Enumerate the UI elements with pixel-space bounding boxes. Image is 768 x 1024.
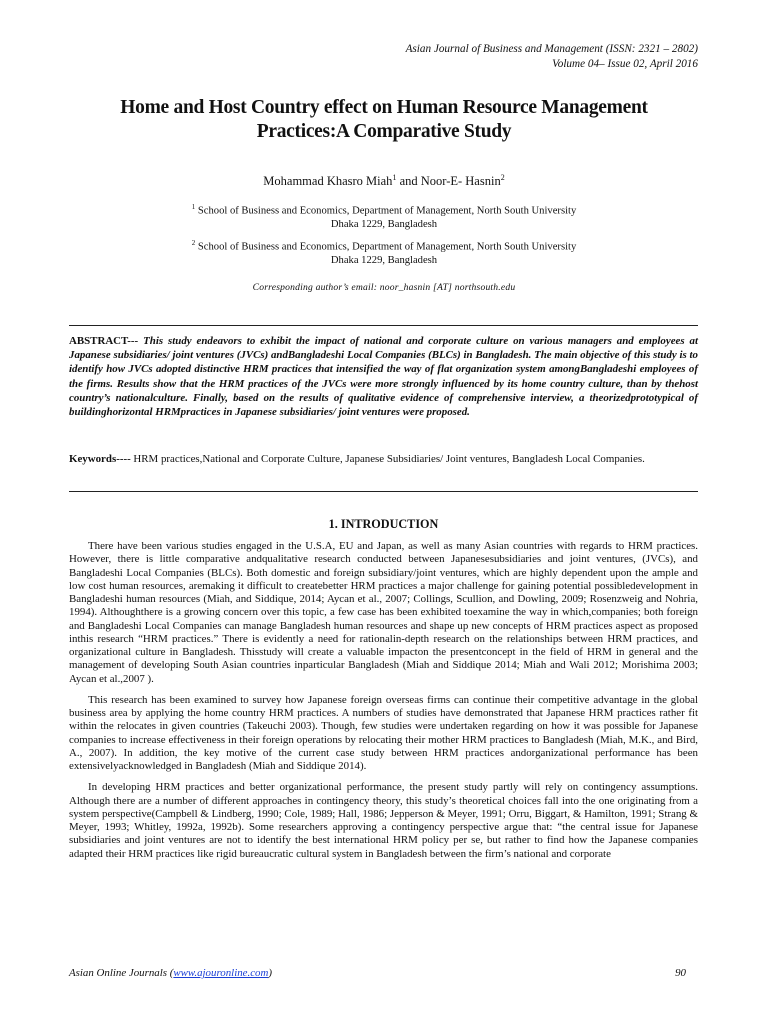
page-number: 90 <box>675 967 686 979</box>
affiliation-2-line-1: School of Business and Economics, Department of Management, North South University <box>195 241 577 253</box>
author-1: Mohammad Khasro Miah <box>263 174 393 189</box>
footer-journal: Asian Online Journals ( <box>69 967 174 979</box>
author-1-affil-mark: 1 <box>392 173 397 182</box>
paragraph-2: This research has been examined to survey how Japanese foreign overseas firms can continue their competitive advantage in the global business area by applying the home country HRM practices. A numbers of studies have demonstrated that Japanese HRM practices rather fit within the relocates in given countries (Takeuchi 2003). Though, few studies were undertaken regarding on how it was possible for Japanese companies to increase effectiveness in their foreign operations by relocating their mother HRM practices to Bangladesh (Miah, M.K., and Bird, A., 2007). In addition, the key motive of the current case study between HRM practices andorganizational performance has been extensivelyacknowledged in Bangladesh (Miah and Siddique 2014). <box>69 693 698 772</box>
paper-title <box>60 96 708 144</box>
journal-name: Asian Journal of Business and Management (ISSN: 2321 – 2802) <box>405 43 698 55</box>
paragraph-1: There have been various studies engaged in the U.S.A, EU and Japan, as well as many Asian countries with regards to HRM practices. However, there is little comparative andqualitative research conducted between Japanesesubsidiaries and joint ventures, (JVCs), and Bangladeshi Local Companies (BLCs). Both domestic and foreign subsidiary/joint ventures, which are highly dependent upon the ample and low cost human resources, aremaking it difficult to createbetter HRM practices a major challenge for gaining potential possibledevelopment in Bangladeshi human resources (Miah, and Siddique, 2014; Aycan et al., 2007; Collings, Scullion, and Dowling, 2009; Rosenzweig and Nohria, 1994). Althoughthere is a growing concern over this topic, a few case has been exhibited toexamine the way in which,companies; both foreign and Bangladeshi Local Companies can manage Bangladesh human resources and shape up new concepts of HRM practices aspect as proposed inthis research “HRM practices.” There is evidently a need for rationalin-depth research on the relationships between HRM practices, and organizational culture in Bangladesh. Thisstudy will create a valuable impacton the presentconcept in the field of HRM in general and the management of developing South Asian countries inparticular Bangladesh (Miah and Siddique 2014; Miah and Wali 2012; Morishima 2003; Aycan et al.,2007 ). <box>69 540 698 685</box>
footer-close-paren: ) <box>268 967 273 979</box>
affiliation-2-mark: 2 <box>191 239 196 247</box>
journal-issue: Volume 04– Issue 02, April 2016 <box>552 58 698 70</box>
abstract-text: This study endeavors to exhibit the impact of national and corporate culture on various managers and employees at Japanese subsidiaries/ joint ventures (JVCs) andBangladeshi Local Companies (BLCs) in Bangladesh. The main objective of this study is to identify how JVCs adopted distinctive HRM practices that intensified the way of flat organization system amongBangladeshi employees of the firms. Results show that the HRM practices of the JVCs were more strongly influenced by its home country culture, than by thehost country’s nationalculture. Finally, based on the results of qualitative evidence of comprehensive interview, a theorizedprototypical of buildinghorizontal HRMpractices in Japanese subsidiaries/ joint ventures were proposed. <box>69 335 698 419</box>
title-line-1: Home and Host Country effect on Human Resource Management <box>120 97 648 118</box>
author-2: Noor-E- Hasnin <box>420 174 501 189</box>
affiliation-2-line-2: Dhaka 1229, Bangladesh <box>330 255 438 267</box>
abstract-label: ABSTRACT--- <box>69 335 139 347</box>
affiliation-1-line-2: Dhaka 1229, Bangladesh <box>330 219 438 231</box>
title-line-2: Practices:A Comparative Study <box>256 121 512 142</box>
divider-bottom <box>69 491 698 492</box>
introduction-body <box>69 540 698 869</box>
corresponding-author-email: Corresponding author’s email: noor_hasnin [AT] northsouth.edu <box>252 282 516 293</box>
footer-website-link[interactable]: www.ajouronline.com <box>173 967 269 979</box>
author-2-affil-mark: 2 <box>500 173 505 182</box>
keywords-text: HRM practices,National and Corporate Culture, Japanese Subsidiaries/ Joint ventures, Bangladesh Local Companies. <box>130 453 645 465</box>
paragraph-3: In developing HRM practices and better organizational performance, the present study partly will rely on contingency assumptions. Although there are a number of different approaches in contingency theory, this study’s theoretical choices fall into the one originating from a system perspective(Campbell & Lindberg, 1990; Cole, 1989; Hall, 1986; Jepperson & Meyer, 1991; Orru, Biggart, & Hamilton, 1991; Strang & Meyer, 1993; Whitley, 1992a, 1992b). Some researchers approving a contingency perspective argue that: “the central issue for Japanese subsidiaries and joint ventures are not to identify the best international HRM policy per se, but rather to find how the Japanese companies adapted their HRM practices like rigid bureaucratic cultural system in Bangladesh between the firm’s national and corporate <box>69 781 698 860</box>
section-heading-introduction: 1. INTRODUCTION <box>328 517 439 531</box>
abstract <box>69 334 698 419</box>
affiliation-1-line-1: School of Business and Economics, Department of Management, North South University <box>195 205 577 217</box>
journal-header <box>406 42 698 72</box>
affiliation-1-mark: 1 <box>191 203 196 211</box>
affiliation-2 <box>60 237 708 268</box>
divider-top <box>69 325 698 326</box>
keywords <box>69 452 698 466</box>
author-joiner: and <box>396 174 421 189</box>
keywords-label: Keywords---- <box>69 453 131 465</box>
author-list <box>60 170 708 189</box>
page-footer <box>69 966 698 980</box>
affiliation-1 <box>60 201 708 232</box>
